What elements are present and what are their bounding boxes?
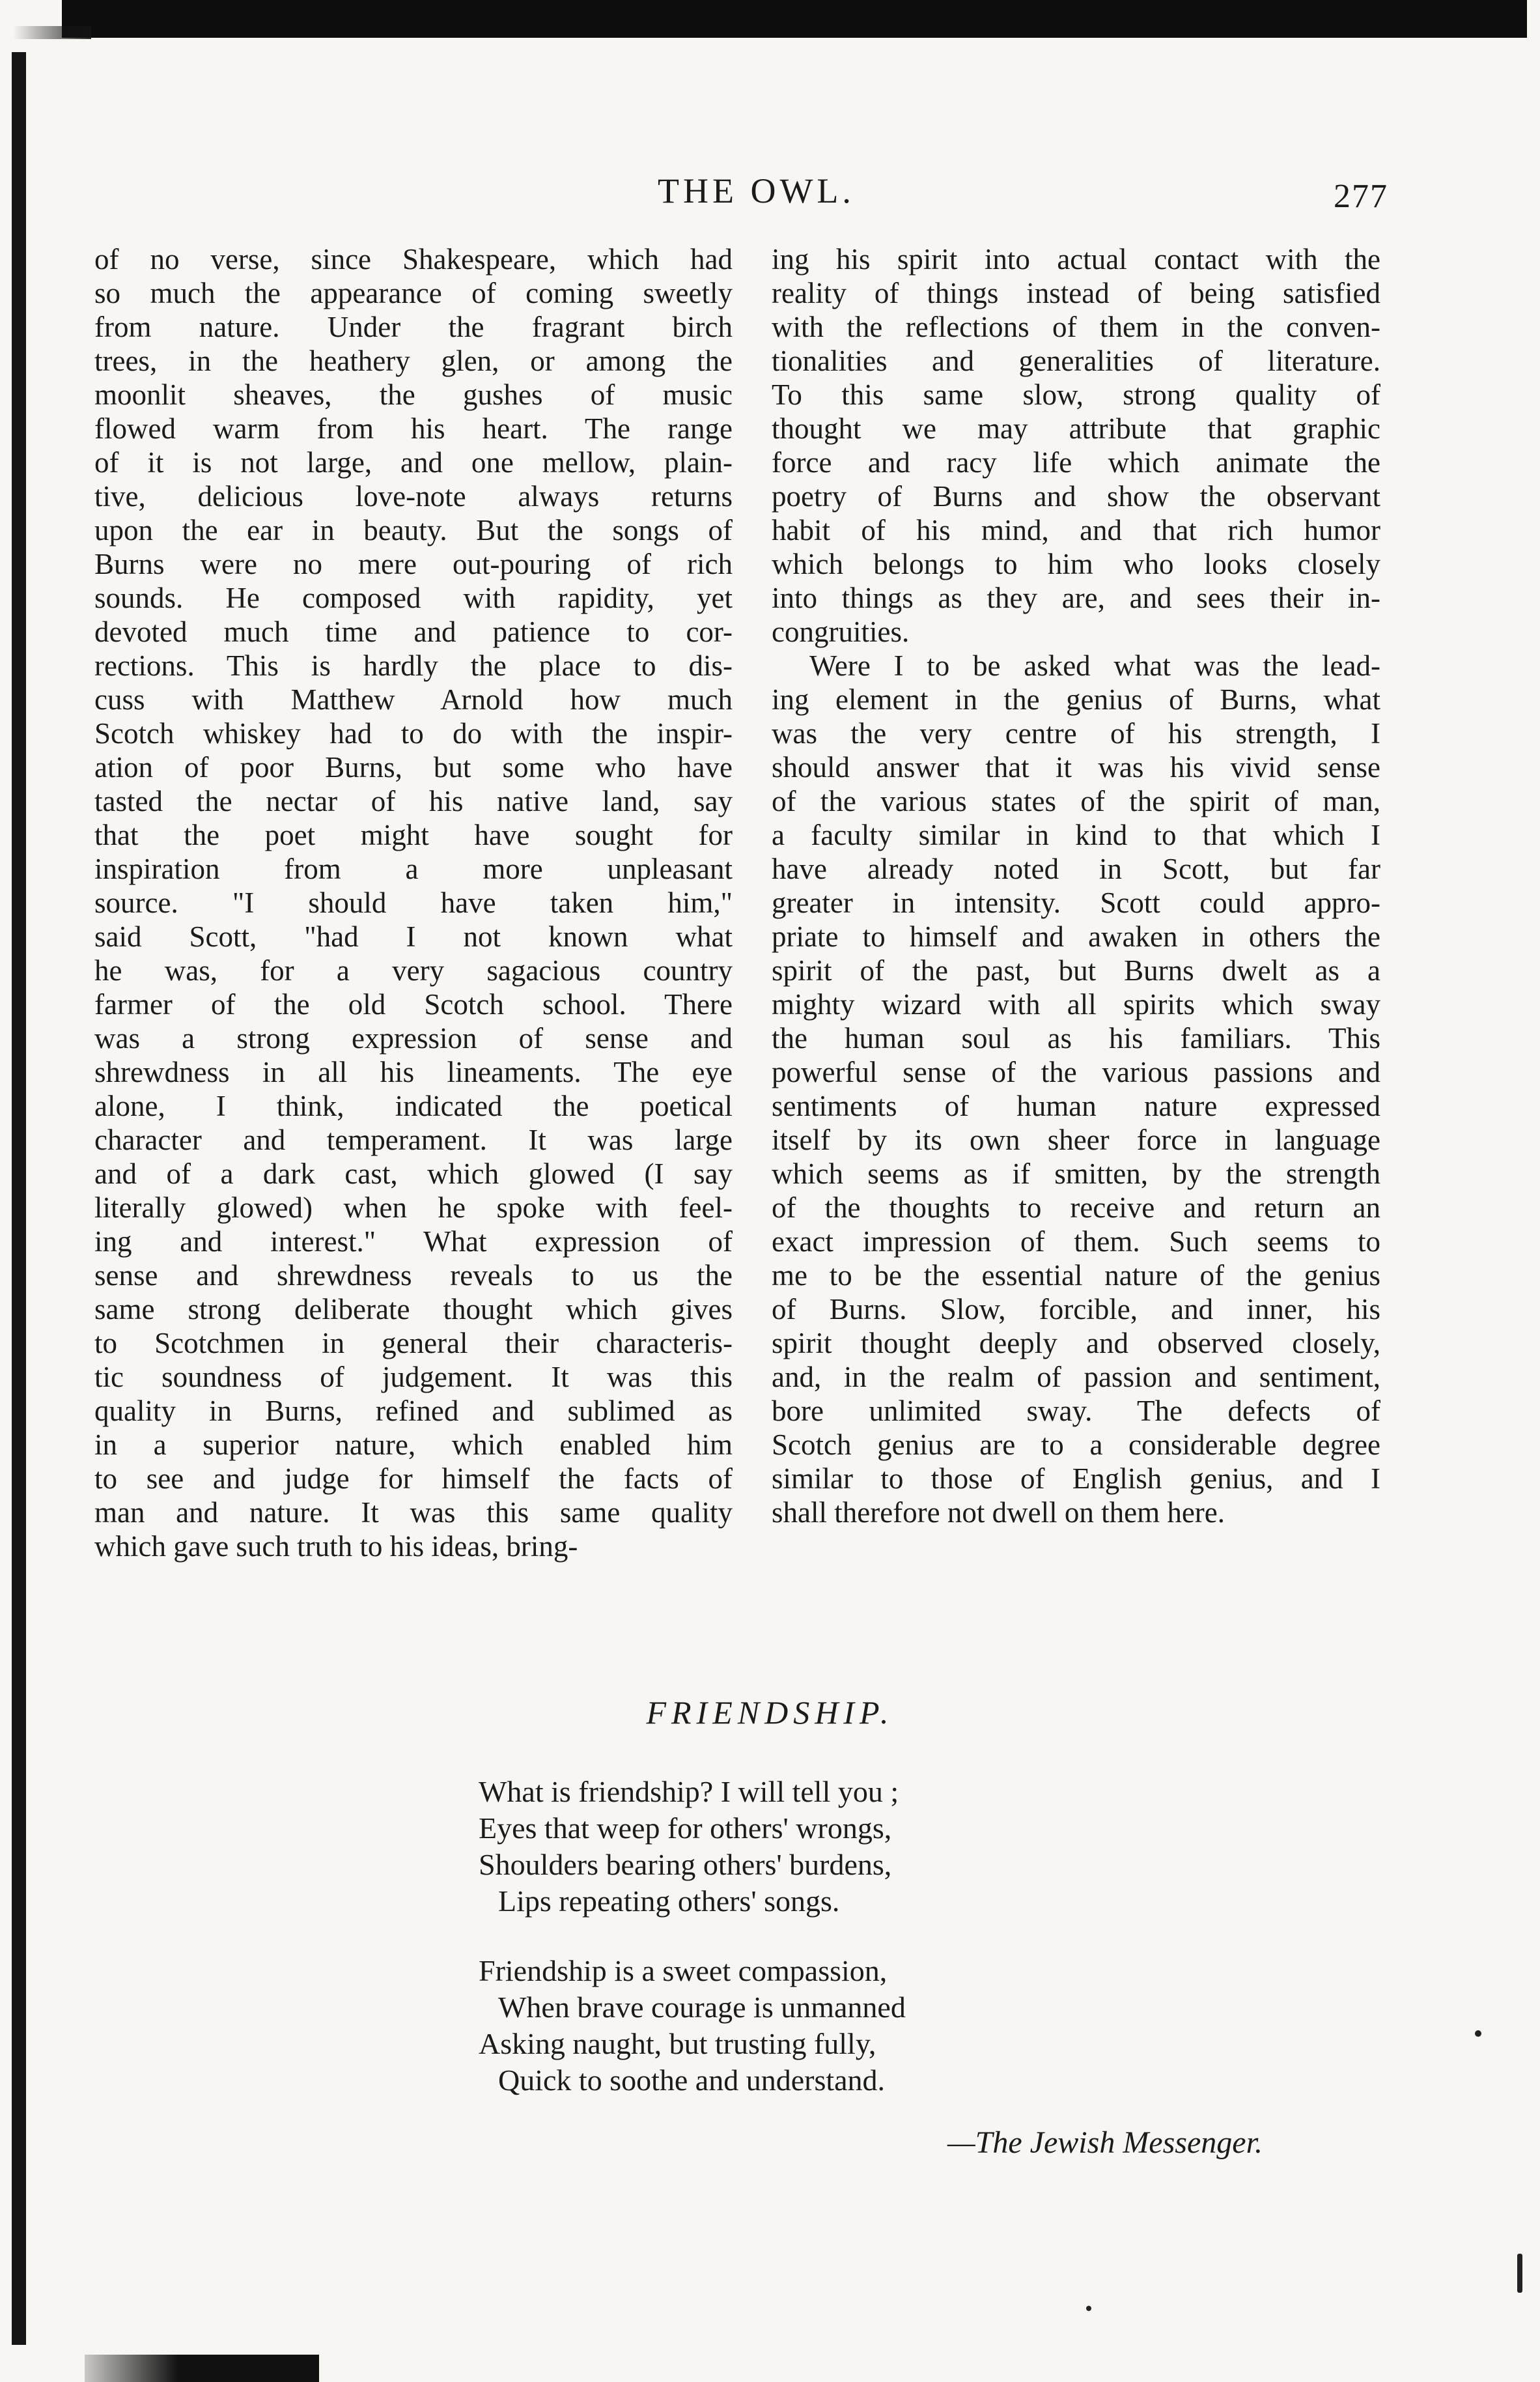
text-line: flowed warm from his heart. The range: [94, 412, 733, 445]
text-line: same strong deliberate thought which gives: [94, 1293, 733, 1326]
text-line: itself by its own sheer force in language: [772, 1124, 1380, 1156]
poem-title: FRIENDSHIP.: [646, 1694, 894, 1731]
scan-speck: [1086, 2306, 1091, 2311]
text-line: Burns were no mere out-pouring of rich: [94, 548, 733, 580]
scan-speck: [1517, 2254, 1522, 2293]
poem-line: Lips repeating others' songs.: [498, 1884, 840, 1918]
right-column: [772, 242, 1380, 1529]
scan-edge-top-taper: [13, 26, 91, 39]
text-line: tasted the nectar of his native land, say: [94, 785, 733, 817]
poem-stanza: [479, 1774, 899, 1920]
text-line: with the reflections of them in the conven-: [772, 311, 1380, 343]
scan-edge-left: [12, 52, 26, 2345]
text-line: literally glowed) when he spoke with feel-: [94, 1191, 733, 1224]
poem-stanza: [479, 1953, 906, 2099]
text-line: Were I to be asked what was the lead-: [809, 649, 1380, 682]
text-line: exact impression of them. Such seems to: [772, 1225, 1380, 1258]
text-line: farmer of the old Scotch school. There: [94, 988, 733, 1021]
text-line: that the poet might have sought for: [94, 819, 733, 851]
text-line: ing and interest." What expression of: [94, 1225, 733, 1258]
text-line: which gave such truth to his ideas, bring-: [94, 1530, 578, 1563]
text-line: inspiration from a more unpleasant: [94, 853, 733, 885]
text-line: from nature. Under the fragrant birch: [94, 311, 733, 343]
text-line: congruities.: [772, 616, 910, 648]
text-line: which belongs to him who looks closely: [772, 548, 1380, 580]
text-line: powerful sense of the various passions and: [772, 1056, 1380, 1088]
text-line: ation of poor Burns, but some who have: [94, 751, 733, 784]
text-line: poetry of Burns and show the observant: [772, 480, 1380, 513]
text-line: into things as they are, and sees their in-: [772, 582, 1380, 614]
text-line: source. "I should have taken him,": [94, 886, 733, 919]
text-line: of the thoughts to receive and return an: [772, 1191, 1380, 1224]
text-line: Scotch whiskey had to do with the inspir-: [94, 717, 733, 750]
text-line: of it is not large, and one mellow, plain-: [94, 446, 733, 479]
text-line: and, in the realm of passion and sentiment,: [772, 1361, 1380, 1393]
text-line: similar to those of English genius, and I: [772, 1462, 1380, 1495]
text-line: ing element in the genius of Burns, what: [772, 683, 1380, 716]
poem-attribution: —The Jewish Messenger.: [947, 2125, 1263, 2160]
text-line: me to be the essential nature of the genius: [772, 1259, 1380, 1292]
text-line: said Scott, "had I not known what: [94, 920, 733, 953]
text-line: character and temperament. It was large: [94, 1124, 733, 1156]
text-line: shall therefore not dwell on them here.: [772, 1496, 1225, 1529]
text-line: of Burns. Slow, forcible, and inner, his: [772, 1293, 1380, 1326]
poem-line: Eyes that weep for others' wrongs,: [479, 1811, 892, 1845]
text-line: shrewdness in all his lineaments. The eye: [94, 1056, 733, 1088]
left-column: [94, 242, 733, 1563]
text-line: Scotch genius are to a considerable degree: [772, 1428, 1380, 1461]
poem-line: Shoulders bearing others' burdens,: [479, 1848, 892, 1881]
text-line: cuss with Matthew Arnold how much: [94, 683, 733, 716]
text-line: tive, delicious love-note always returns: [94, 480, 733, 513]
text-line: to see and judge for himself the facts of: [94, 1462, 733, 1495]
text-line: the human soul as his familiars. This: [772, 1022, 1380, 1055]
text-line: ing his spirit into actual contact with the: [772, 243, 1380, 276]
text-line: to Scotchmen in general their characteris-: [94, 1327, 733, 1359]
poem-line: What is friendship? I will tell you ;: [479, 1775, 899, 1808]
text-line: priate to himself and awaken in others the: [772, 920, 1380, 953]
text-line: so much the appearance of coming sweetly: [94, 277, 733, 309]
text-line: sentiments of human nature expressed: [772, 1090, 1380, 1122]
text-line: upon the ear in beauty. But the songs of: [94, 514, 733, 546]
text-line: was the very centre of his strength, I: [772, 717, 1380, 750]
text-line: reality of things instead of being satisfied: [772, 277, 1380, 309]
text-line: he was, for a very sagacious country: [94, 954, 733, 987]
text-line: tic soundness of judgement. It was this: [94, 1361, 733, 1393]
text-line: thought we may attribute that graphic: [772, 412, 1380, 445]
text-line: have already noted in Scott, but far: [772, 853, 1380, 885]
text-line: sounds. He composed with rapidity, yet: [94, 582, 733, 614]
text-line: bore unlimited sway. The defects of: [772, 1395, 1380, 1427]
text-line: force and racy life which animate the: [772, 446, 1380, 479]
text-line: tionalities and generalities of literature.: [772, 345, 1380, 377]
text-line: quality in Burns, refined and sublimed as: [94, 1395, 733, 1427]
text-line: man and nature. It was this same quality: [94, 1496, 733, 1529]
scan-speck: [1475, 2030, 1481, 2037]
text-line: devoted much time and patience to cor-: [94, 616, 733, 648]
text-line: spirit of the past, but Burns dwelt as a: [772, 954, 1380, 987]
text-line: mighty wizard with all spirits which sway: [772, 988, 1380, 1021]
text-line: habit of his mind, and that rich humor: [772, 514, 1380, 546]
text-line: trees, in the heathery glen, or among the: [94, 345, 733, 377]
poem-line: Quick to soothe and understand.: [498, 2063, 886, 2097]
text-line: of no verse, since Shakespeare, which had: [94, 243, 733, 276]
text-line: alone, I think, indicated the poetical: [94, 1090, 733, 1122]
text-line: was a strong expression of sense and: [94, 1022, 733, 1055]
text-line: and of a dark cast, which glowed (I say: [94, 1157, 733, 1190]
text-line: moonlit sheaves, the gushes of music: [94, 378, 733, 411]
text-line: in a superior nature, which enabled him: [94, 1428, 733, 1461]
text-line: spirit thought deeply and observed closely,: [772, 1327, 1380, 1359]
text-line: greater in intensity. Scott could appro-: [772, 886, 1380, 919]
text-line: sense and shrewdness reveals to us the: [94, 1259, 733, 1292]
page-number: 277: [1334, 178, 1388, 215]
text-line: To this same slow, strong quality of: [772, 378, 1380, 411]
poem-line: Asking naught, but trusting fully,: [479, 2027, 876, 2060]
text-line: which seems as if smitten, by the strength: [772, 1157, 1380, 1190]
scan-edge-bottom: [85, 2355, 319, 2382]
poem-line: Friendship is a sweet compassion,: [479, 1954, 888, 1987]
text-line: rections. This is hardly the place to dis-: [94, 649, 733, 682]
poem-line: When brave courage is unmanned: [498, 1991, 906, 2024]
text-line: of the various states of the spirit of man,: [772, 785, 1380, 817]
scan-edge-top: [62, 0, 1527, 38]
text-line: a faculty similar in kind to that which I: [772, 819, 1380, 851]
running-head: THE OWL.: [658, 171, 855, 210]
text-line: should answer that it was his vivid sense: [772, 751, 1380, 784]
